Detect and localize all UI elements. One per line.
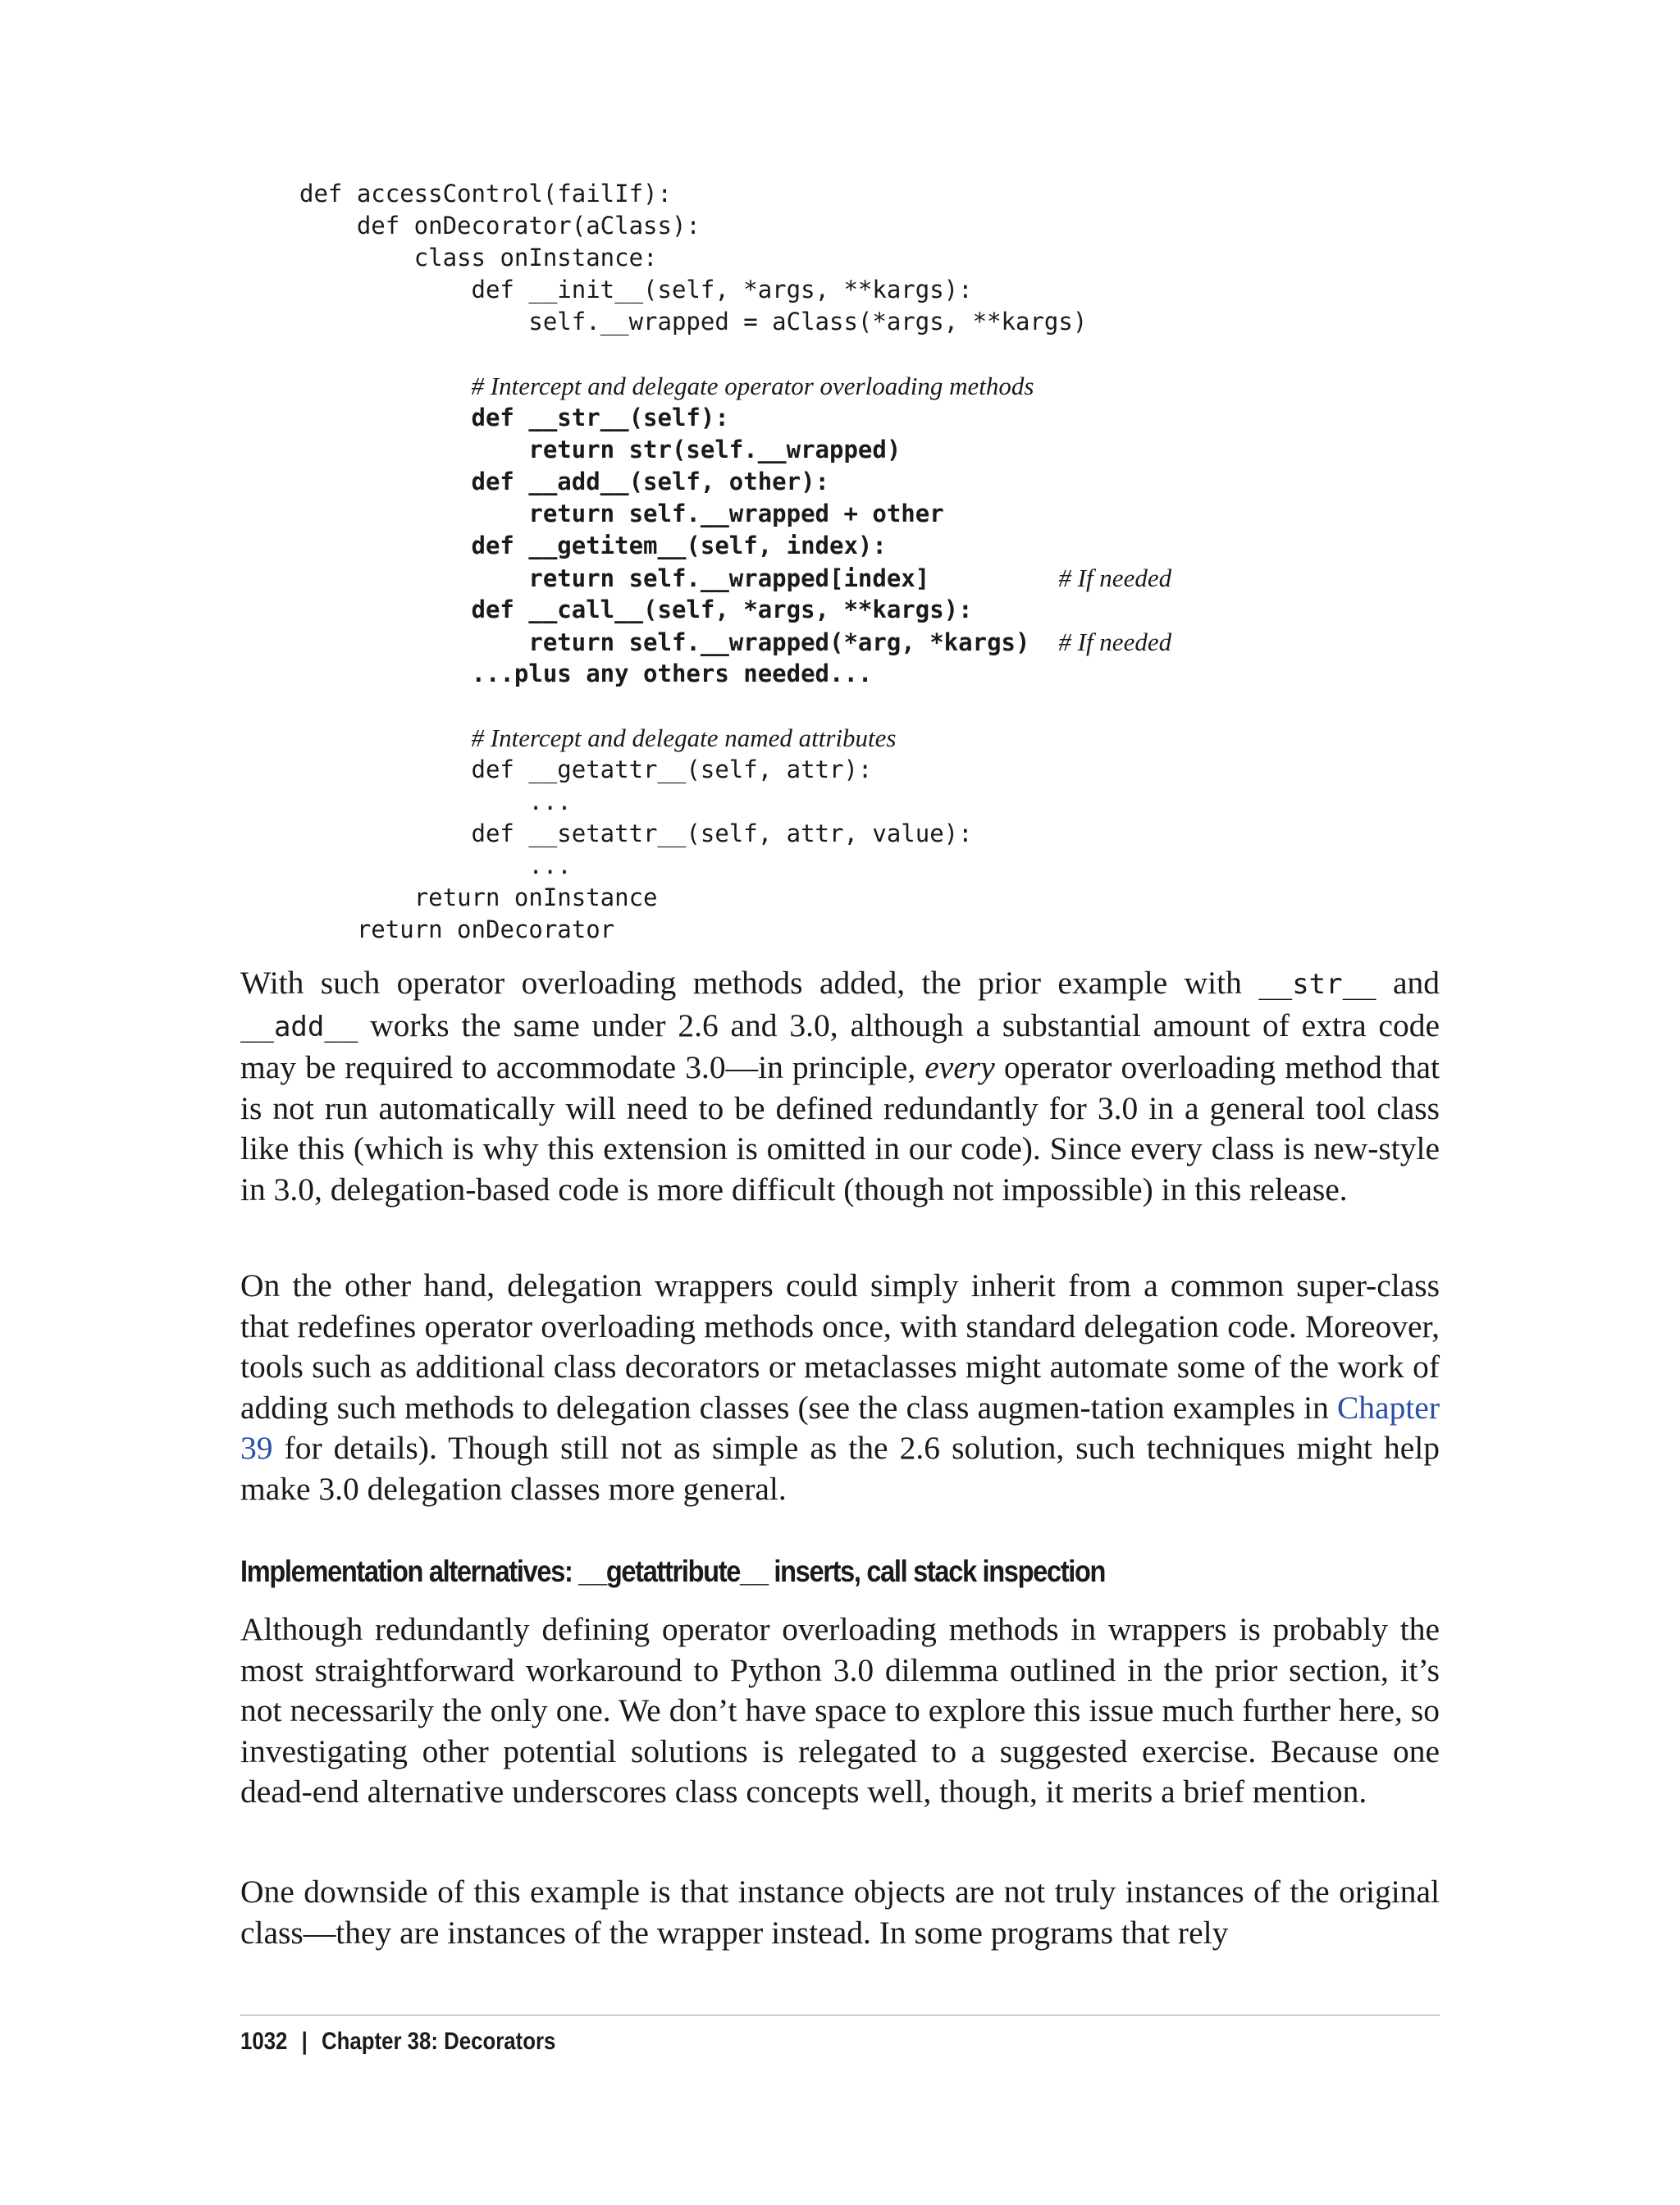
code-text: ...plus any others needed... <box>471 660 873 687</box>
code-text: return self.__wrapped(*arg, *kargs) <box>528 628 1030 656</box>
code-line <box>299 498 1612 530</box>
para1-text-2: and <box>1376 965 1440 1001</box>
code-line <box>299 338 1612 370</box>
para1-text-1: With such operator overloading methods added, the prior example with <box>240 965 1259 1001</box>
section-heading: Implementation alternatives: __getattribute__ inserts, call stack inspection <box>240 1554 1106 1588</box>
code-comment: # Intercept and delegate operator overloading methods <box>471 372 1034 400</box>
para1-text-3: works the same under 2.6 and 3.0, although a substantial amount of extra code may be required to accommodate 3.0—in principle, <box>240 1007 1440 1086</box>
code-text: def __call__(self, *args, **kargs): <box>471 596 973 623</box>
page-footer <box>240 2028 555 2056</box>
code-comment: # Intercept and delegate named attributes <box>471 724 897 752</box>
code-text: def __init__(self, *args, **kargs): <box>471 276 973 304</box>
para3-text: Although redundantly defining operator overloading methods in wrappers is probably the most straightforward workaround to Python 3.0 dilemma outlined in the prior section, it’s not necessarily the only one. We don’t have space to explore this issue much further here, so investigating other potential solutions is relegated to a suggested exercise. Because one dead-end alternative underscores class concepts well, though, it merits a brief mention. <box>240 1611 1440 1810</box>
code-line <box>299 914 1612 946</box>
code-text: def __getattr__(self, attr): <box>471 756 873 783</box>
code-text: return self.__wrapped[index] <box>528 564 930 592</box>
code-line <box>299 178 1612 210</box>
code-line <box>299 370 1612 402</box>
code-text: def __add__(self, other): <box>471 468 830 495</box>
body-paragraph-4 <box>240 1872 1440 1953</box>
code-text: def onDecorator(aClass): <box>356 212 701 240</box>
page-number: 1032 <box>240 2028 288 2055</box>
code-inline-comment: # If needed <box>1058 564 1172 592</box>
chapter-title: Chapter 38: Decorators <box>322 2028 556 2055</box>
code-line <box>299 658 1612 690</box>
code-line <box>299 274 1612 306</box>
code-line <box>299 722 1612 754</box>
code-inline-comment: # If needed <box>1058 628 1172 656</box>
code-line <box>299 690 1612 722</box>
code-line <box>299 530 1612 562</box>
code-line <box>299 882 1612 914</box>
code-text: def __str__(self): <box>471 404 729 431</box>
body-paragraph-2 <box>240 1266 1440 1510</box>
code-line <box>299 306 1612 338</box>
code-text: return self.__wrapped + other <box>528 500 944 527</box>
code-line <box>299 626 1612 658</box>
para2-text-2: for details). Though still not as simple as the 2.6 solution, such techniques might help make 3.0 delegation classes more general. <box>240 1430 1440 1507</box>
code-line <box>299 818 1612 850</box>
body-paragraph-3 <box>240 1609 1440 1813</box>
code-line <box>299 466 1612 498</box>
code-line <box>299 210 1612 242</box>
code-text: def __setattr__(self, attr, value): <box>471 819 973 847</box>
code-line <box>299 242 1612 274</box>
footer-rule <box>240 2015 1440 2016</box>
code-text: def accessControl(failIf): <box>299 180 672 208</box>
code-line <box>299 562 1612 594</box>
body-paragraph-1 <box>240 963 1440 1211</box>
para4-text: One downside of this example is that instance objects are not truly instances of the original class—they are instances of the wrapper instead. In some programs that rely <box>240 1874 1440 1951</box>
code-line <box>299 850 1612 882</box>
para2-text-1: On the other hand, delegation wrappers could simply inherit from a common super-class that redefines operator overloading methods once, with standard delegation code. Moreover, tools such as additional class decorators or metaclasses might automate some of the work of adding such methods to delegation classes (see the class augmen-tation examples in <box>240 1267 1440 1426</box>
footer-separator: | <box>301 2028 308 2055</box>
para1-text-4: operator overloading method that is not run automatically will need to be defined redundantly for 3.0 in a general tool class like this (which is why this extension is omitted in our code). Since every class is new-style in 3.0, delegation-based code is more difficult (though not impossible) in this release. <box>240 1049 1440 1208</box>
code-text: def __getitem__(self, index): <box>471 532 887 559</box>
code-text: class onInstance: <box>413 244 658 272</box>
code-line <box>299 434 1612 466</box>
code-text: ... <box>528 788 572 815</box>
code-text: self.__wrapped = aClass(*args, **kargs) <box>528 308 1088 336</box>
code-listing <box>299 178 1612 946</box>
inline-code-add: __add__ <box>240 1010 358 1043</box>
code-line <box>299 402 1612 434</box>
code-text: return str(self.__wrapped) <box>528 436 902 463</box>
inline-code-str: __str__ <box>1258 968 1376 1001</box>
code-text: return onDecorator <box>356 915 615 943</box>
code-text: ... <box>528 851 572 879</box>
code-line <box>299 594 1612 626</box>
code-line <box>299 754 1612 786</box>
emphasis-every: every <box>924 1049 995 1086</box>
code-text: return onInstance <box>413 883 658 911</box>
code-line <box>299 786 1612 818</box>
chapter-39-link[interactable]: Chapter 39 <box>240 1389 1440 1467</box>
